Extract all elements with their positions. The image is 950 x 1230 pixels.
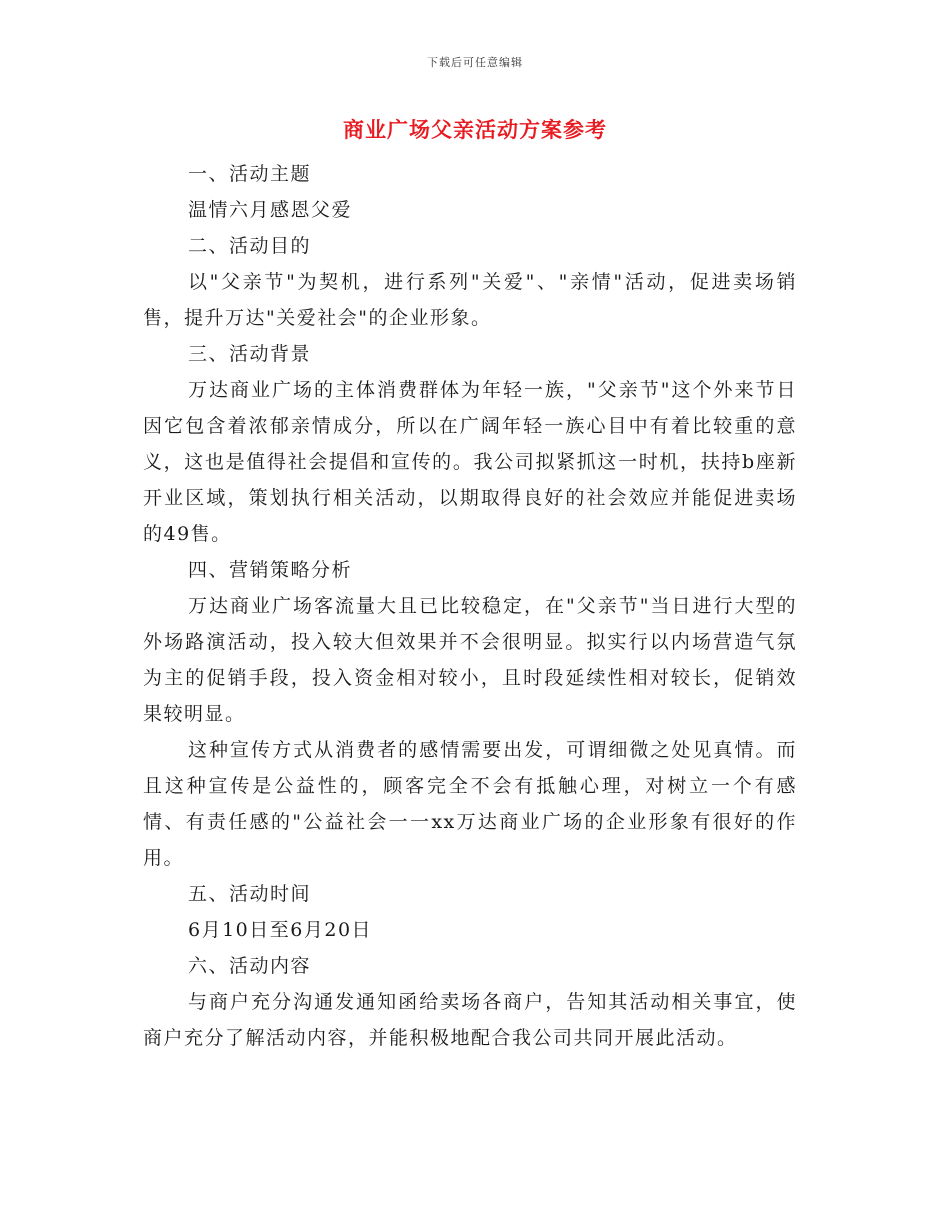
paragraph-background: 万达商业广场的主体消费群体为年轻一族，"父亲节"这个外来节日因它包含着浓郁亲情成分，所以在广阔年轻一族心目中有着比较重的意义，这也是值得社会提倡和宣传的。我公司拟紧抓这一时机，扶持b座新开业区域，策划执行相关活动，以期取得良好的社会效应并能促进卖场的49售。: [143, 379, 797, 545]
section-heading-strategy: 四、营销策略分析: [188, 559, 353, 581]
section-heading-time: 五、活动时间: [188, 883, 312, 905]
section-heading-background: 三、活动背景: [188, 343, 312, 365]
document-title: 商业广场父亲活动方案参考: [343, 117, 607, 142]
section-heading-purpose: 二、活动目的: [188, 235, 312, 257]
paragraph-strategy-1: 万达商业广场客流量大且已比较稳定，在"父亲节"当日进行大型的外场路演活动，投入较大但效果并不会很明显。拟实行以内场营造气氛为主的促销手段，投入资金相对较小，且时段延续性相对较长，促销效果较明显。: [143, 595, 797, 725]
paragraph-content: 与商户充分沟通发通知函给卖场各商户，告知其活动相关事宜，使商户充分了解活动内容，并能积极地配合我公司共同开展此活动。: [143, 991, 797, 1049]
paragraph-strategy-2: 这种宣传方式从消费者的感情需要出发，可谓细微之处见真情。而且这种宣传是公益性的，顾客完全不会有抵触心理，对树立一个有感情、有责任感的"公益社会一一xx万达商业广场的企业形象有很好的作用。: [143, 739, 797, 869]
section-heading-content: 六、活动内容: [188, 955, 312, 977]
page-header-note: 下载后可任意编辑: [427, 56, 523, 69]
section-heading-theme: 一、活动主题: [188, 163, 312, 185]
paragraph-theme: 温情六月感恩父爱: [188, 199, 353, 221]
document-body: [143, 156, 797, 1056]
paragraph-time: 6月10日至6月20日: [188, 919, 373, 941]
paragraph-purpose: 以"父亲节"为契机，进行系列"关爱"、"亲情"活动，促进卖场销售，提升万达"关爱社会"的企业形象。: [143, 271, 797, 329]
